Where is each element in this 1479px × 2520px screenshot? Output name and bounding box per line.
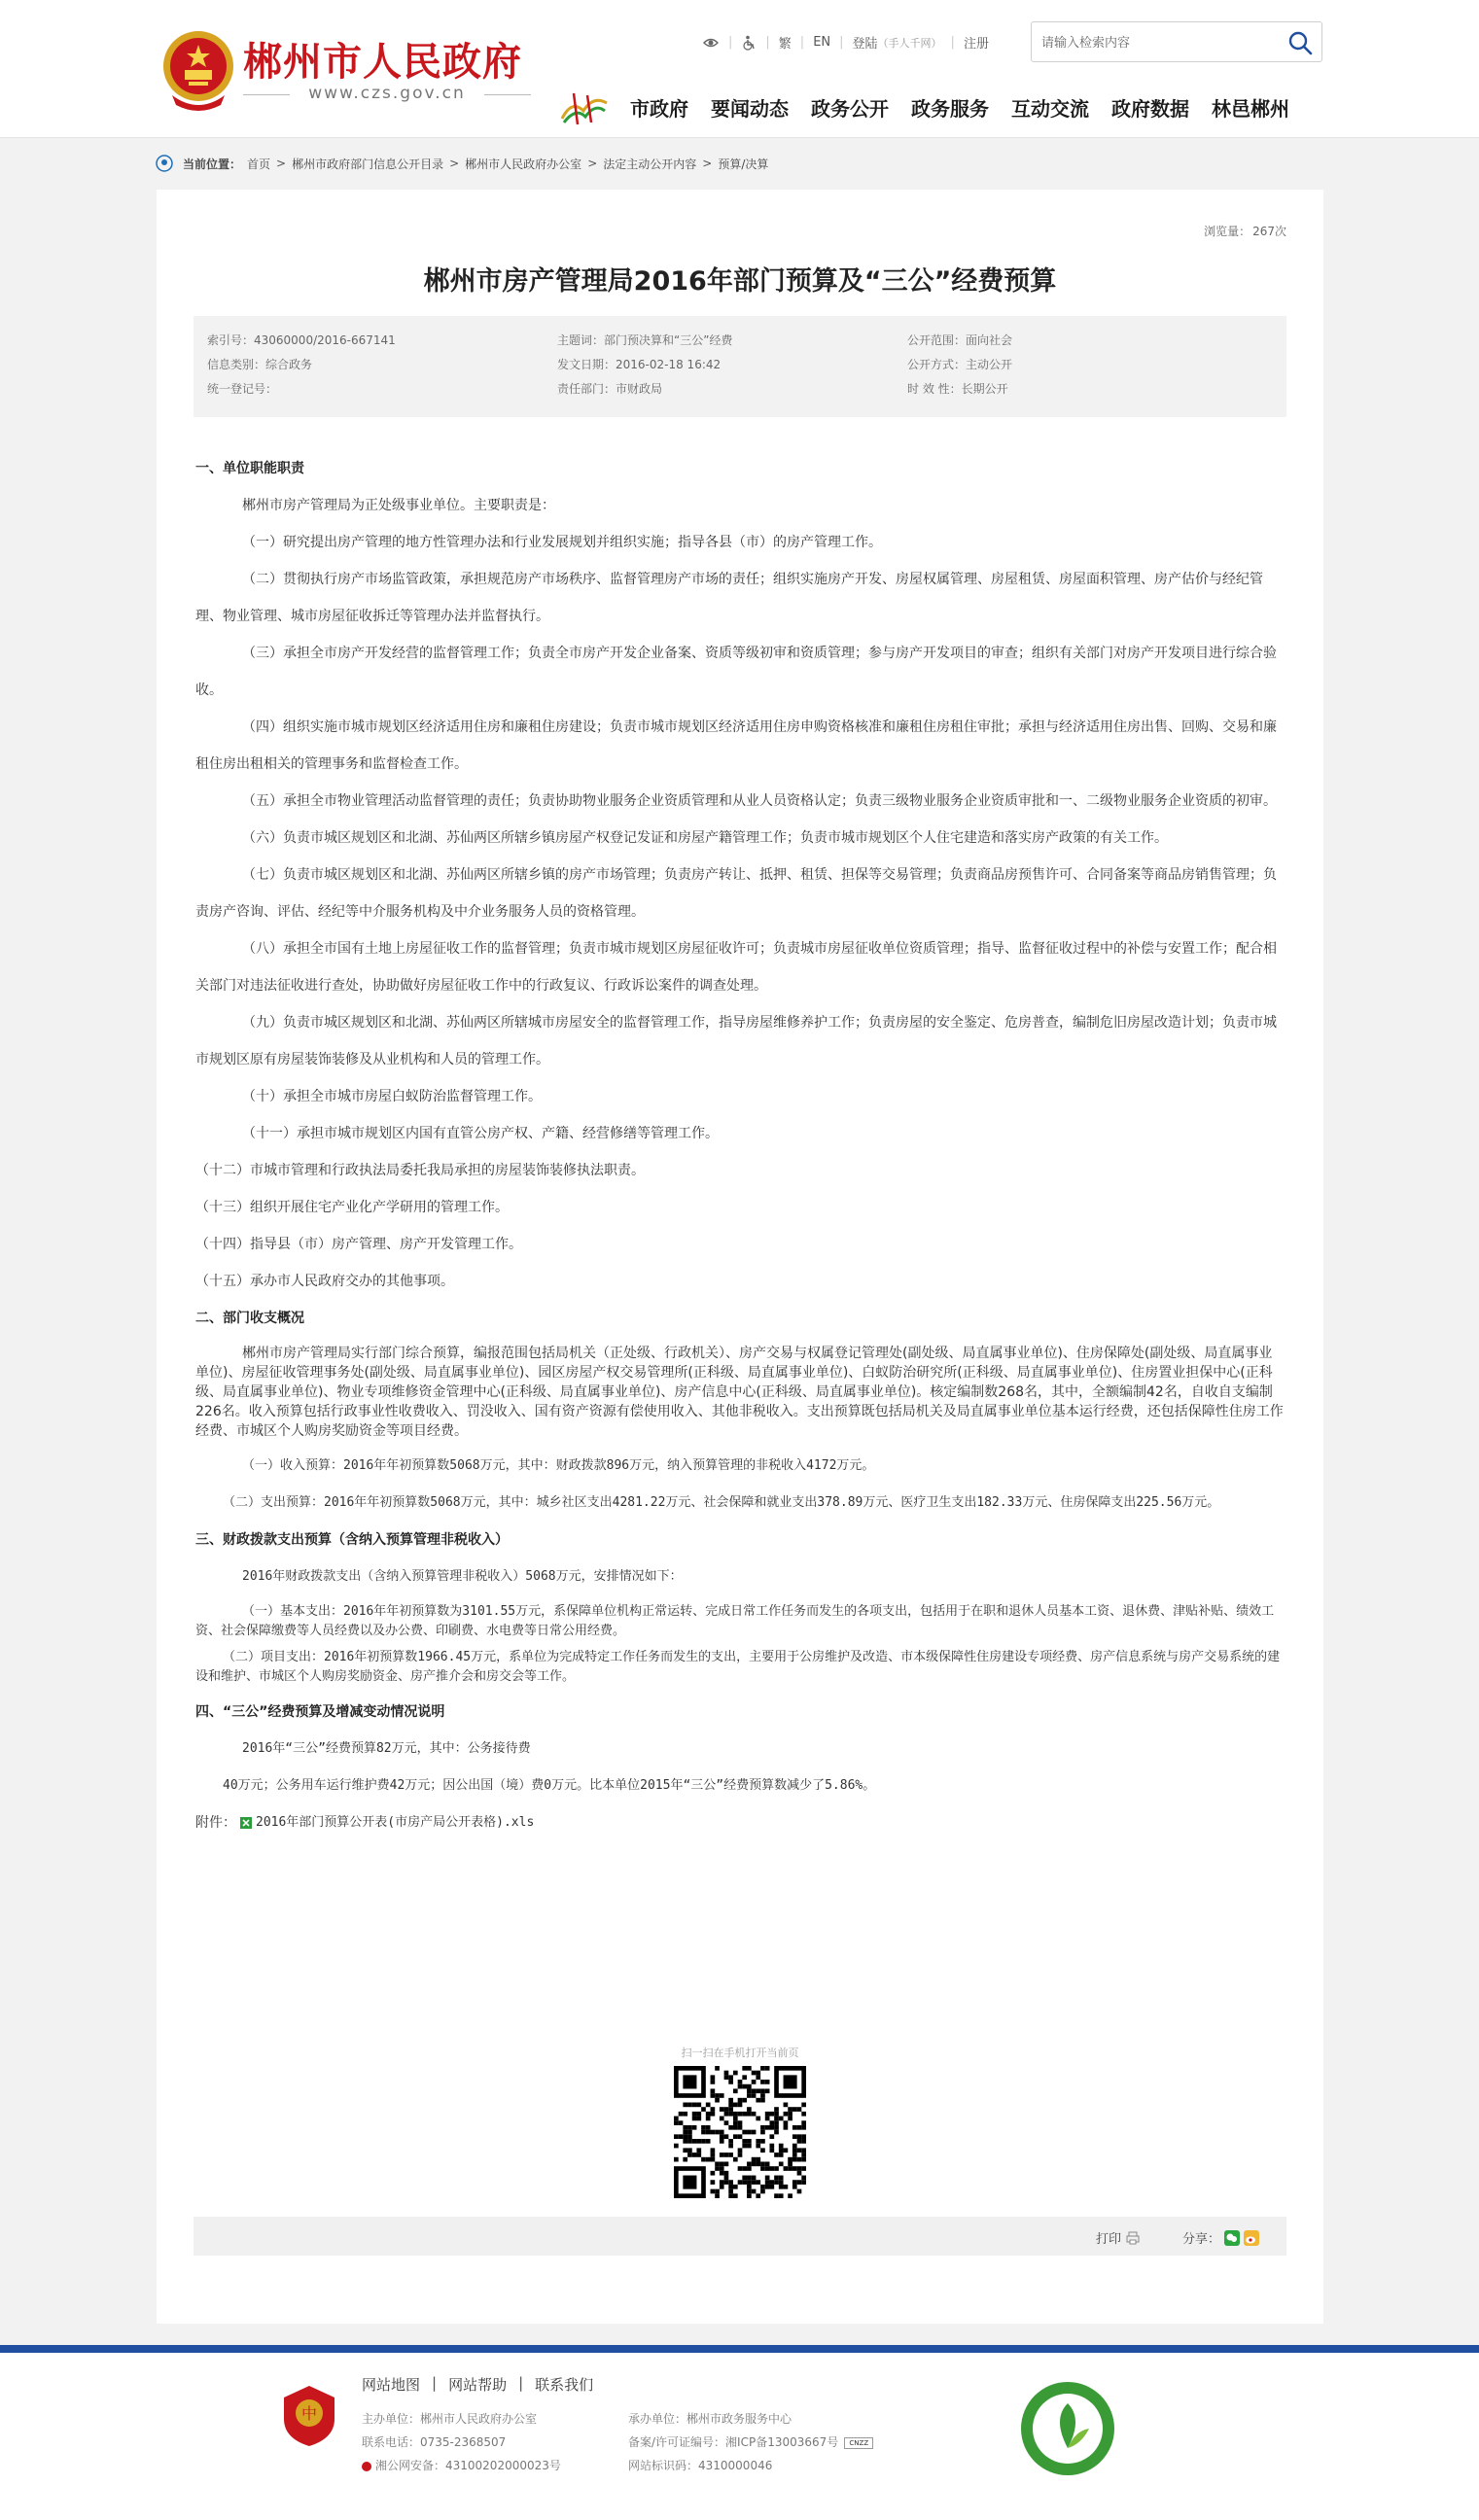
excel-file-icon <box>239 1816 253 1830</box>
article-paragraph: （六）负责市城区规划区和北湖、苏仙两区所辖乡镇房屋产权登记发证和房屋产籍管理工作；负责市城市规划区个人住宅建造和落实房产政策的有关工作。 <box>242 830 1168 846</box>
nav-item-public-affairs[interactable]: 政务公开 <box>811 97 889 121</box>
attachment-row <box>195 1804 1285 1841</box>
nav-item-data[interactable]: 政府数据 <box>1111 97 1189 121</box>
nav-item-interaction[interactable]: 互动交流 <box>1011 97 1089 121</box>
printer-icon <box>1125 2230 1141 2246</box>
article-body <box>195 450 1285 1841</box>
meta-subject: 主题词：部门预决算和“三公”经费 <box>557 333 733 347</box>
footer-icp[interactable]: 备案/许可证编号：湘ICP备13003667号 <box>628 2435 839 2449</box>
print-label: 打印 <box>1095 2232 1121 2247</box>
view-count-value: 267次 <box>1252 225 1286 238</box>
login-note: （手人千网） <box>877 36 942 50</box>
breadcrumb-label: 当前位置： <box>183 157 242 171</box>
breadcrumb-home[interactable]: 首页 <box>247 157 271 171</box>
nav-item-city-government[interactable]: 市政府 <box>630 97 688 121</box>
footer-link-sitemap[interactable]: 网站地图 <box>362 2376 421 2394</box>
article-paragraph: （十四）指导县（市）房产管理、房产开发管理工作。 <box>195 1237 522 1252</box>
article-paragraph: （二）项目支出：2016年初预算数1966.45万元，系单位为完成特定工作任务而发生的支出，主要用于公房维护及改造、市本级保障性住房建设专项经费、房产信息系统与房产交易系统的建设和维护、市城区个人购房奖励资金、房产推介会和房交会等工作。 <box>195 1650 1281 1684</box>
city-logo-icon <box>558 89 611 126</box>
article-paragraph: （一）收入预算：2016年年初预算数5068万元，其中：财政拨款896万元，纳入预算管理的非税收入4172万元。 <box>242 1458 875 1473</box>
wheelchair-icon[interactable] <box>741 35 757 51</box>
nav-item-services[interactable]: 政务服务 <box>911 97 989 121</box>
site-url: www.czs.gov.cn <box>243 84 531 103</box>
party-government-badge-icon <box>282 2384 336 2448</box>
civilization-city-logo-icon <box>1019 2380 1116 2477</box>
footer-police[interactable]: 湘公网安备：43100202000023号 <box>375 2459 561 2472</box>
meta-validity: 时 效 性：长期公开 <box>907 382 1008 396</box>
breadcrumb-mandatory[interactable]: 法定主动公开内容 <box>603 157 697 171</box>
article-paragraph: （五）承担全市物业管理活动监督管理的责任；负责协助物业服务企业资质管理和从业人员资格认定；负责三级物业服务企业资质审批和一、二级物业服务企业资质的初审。 <box>242 793 1277 809</box>
top-links: | | 繁 | EN | 登陆 （手人千网） | 注册 <box>702 33 989 52</box>
register-link[interactable]: 注册 <box>963 37 989 52</box>
article-paragraph: （二）支出预算：2016年年初预算数5068万元，其中：城乡社区支出4281.22万元、社会保障和就业支出378.89万元、医疗卫生支出182.33万元、住房保障支出225.56万元。 <box>223 1495 1220 1510</box>
location-pin-icon <box>156 155 173 172</box>
article-paragraph: 40万元；公务用车运行维护费42万元；因公出国（境）费0万元。比本单位2015年“三公”经费预算数减少了5.86%。 <box>223 1778 876 1793</box>
article-paragraph: （十）承担全市城市房屋白蚁防治监督管理工作。 <box>242 1089 542 1104</box>
article-paragraph: （十二）市城市管理和行政执法局委托我局承担的房屋装饰装修执法职责。 <box>195 1163 645 1178</box>
metadata-box <box>194 316 1286 417</box>
search-icon[interactable] <box>1286 29 1314 56</box>
traditional-chinese-link[interactable]: 繁 <box>778 37 792 52</box>
attachment-link[interactable]: 2016年部门预算公开表(市房产局公开表格).xls <box>256 1815 535 1830</box>
attachment-label: 附件： <box>195 1815 236 1831</box>
breadcrumb-budget[interactable]: 预算/决算 <box>718 157 769 171</box>
view-count: 浏览量： 267次 <box>1204 225 1286 238</box>
wechat-icon[interactable] <box>1224 2230 1240 2246</box>
breadcrumb: 当前位置： 首页 > 郴州市政府部门信息公开目录 > 郴州市人民政府办公室 > 法定主动公开内容 > 预算/决算 <box>156 155 768 172</box>
footer-link-contact[interactable]: 联系我们 <box>535 2376 594 2394</box>
nav-item-linyi-chenzhou[interactable]: 林邑郴州 <box>1212 97 1289 121</box>
meta-index-no: 索引号：43060000/2016-667141 <box>207 333 396 347</box>
site-footer <box>0 2353 1479 2520</box>
article-paragraph: （七）负责市城区规划区和北湖、苏仙两区所辖乡镇的房产市场管理；负责房产转让、抵押、租赁、担保等交易管理；负责商品房预售许可、合同备案等商品房销售管理；负责房产咨询、评估、经纪等中介服务机构及中介业务服务人员的资格管理。 <box>195 867 1277 920</box>
footer-divider <box>0 2345 1479 2353</box>
article-paragraph: （一）基本支出：2016年年初预算数为3101.55万元，系保障单位机构正常运转、完成日常工作任务而发生的各项支出，包括用于在职和退休人员基本工资、退休费、津贴补贴、绩效工资、社会保障缴费等人员经费以及办公费、印刷费、水电费等日常公用经费。 <box>195 1604 1275 1638</box>
main-nav <box>630 93 1289 122</box>
meta-date: 发文日期：2016-02-18 16:42 <box>557 358 722 371</box>
article-paragraph: （十五）承办市人民政府交办的其他事项。 <box>195 1274 454 1289</box>
meta-method: 公开方式：主动公开 <box>907 358 1013 371</box>
meta-category: 信息类别：综合政务 <box>207 358 313 371</box>
nav-item-news[interactable]: 要闻动态 <box>711 97 789 121</box>
article-paragraph: 2016年财政拨款支出（含纳入预算管理非税收入）5068万元，安排情况如下： <box>242 1569 683 1584</box>
section-heading: 二、部门收支概况 <box>195 1311 304 1326</box>
section-heading: 三、财政拨款支出预算（含纳入预算管理非税收入） <box>195 1532 509 1548</box>
article-paragraph: （一）研究提出房产管理的地方性管理办法和行业发展规划并组织实施；指导各县（市）的房产管理工作。 <box>242 535 882 550</box>
print-button[interactable] <box>1096 2228 1141 2247</box>
meta-code: 统一登记号： <box>207 382 278 396</box>
site-name[interactable]: 郴州市人民政府 <box>243 40 522 85</box>
search-input[interactable] <box>1041 32 1275 53</box>
article-paragraph: （十三）组织开展住宅产业化产学研用的管理工作。 <box>195 1200 509 1215</box>
article-paragraph: （二）贯彻执行房产市场监管政策，承担规范房产市场秩序、监督管理房产市场的责任；组织实施房产开发、房屋权属管理、房屋租赁、房屋面积管理、房产估价与经纪管理、物业管理、城市房屋征收拆迁等管理办法并监督执行。 <box>195 572 1263 624</box>
svg-text:中: 中 <box>300 2404 318 2423</box>
article-paragraph: 2016年“三公”经费预算82万元，其中：公务接待费 <box>242 1741 531 1756</box>
article-title: 郴州市房产管理局2016年部门预算及“三公”经费预算 <box>423 266 1057 297</box>
site-header <box>0 0 1479 138</box>
share-label: 分享： <box>1181 2232 1220 2247</box>
search-box <box>1031 21 1322 62</box>
footer-host: 主办单位：郴州市人民政府办公室 <box>362 2412 538 2426</box>
accessibility-icon[interactable] <box>702 35 720 51</box>
article-paragraph: 郴州市房产管理局实行部门综合预算，编报范围包括局机关（正处级、行政机关）、房产交易与权属登记管理处(副处级、局直属事业单位)、住房保障处(副处级、局直属事业单位)、房屋征收管理事务处(副处级、局直属事业单位)、园区房屋产权交易管理所(正科级、局直属事业单位)、白蚁防治研究所(正科级、局直属事业单位)、住房置业担保中心(正科级、局直属事业单位)、物业专项维修资金管理中心(正科级、局直属事业单位)、房产信息中心(正科级、局直属事业单位)。核定编制数268名，其中，全额编制42名，自收自支编制226名。收入预算包括行政事业性收费收入、罚没收入、国有资产资源有偿使用收入、其他非税收入。支出预算既包括局机关及局直属事业单位基本运行经费，还包括保障性住房工作经费、市城区个人购房奖励资金等项目经费。 <box>195 1346 1284 1439</box>
login-link[interactable]: 登陆 <box>852 37 878 52</box>
english-link[interactable]: EN <box>813 35 831 50</box>
meta-dept: 责任部门：市财政局 <box>557 382 663 396</box>
article-container <box>157 190 1323 2324</box>
police-badge-icon <box>362 2462 371 2471</box>
article-tools-bar <box>194 2217 1286 2256</box>
article-paragraph: （三）承担全市房产开发经营的监督管理工作；负责全市房产开发企业备案、资质等级初审和资质管理；参与房产开发项目的审查；组织有关部门对房产开发项目进行综合验收。 <box>195 646 1277 698</box>
footer-site-code: 网站标识码：4310000046 <box>628 2459 773 2472</box>
section-heading: 一、单位职能职责 <box>195 461 304 476</box>
article-paragraph: （九）负责市城区规划区和北湖、苏仙两区所辖城市房屋安全的监督管理工作，指导房屋维修养护工作；负责房屋的安全鉴定、危房普查，编制危旧房屋改造计划；负责市城市规划区原有房屋装饰装修及从业机构和人员的管理工作。 <box>195 1015 1277 1068</box>
footer-link-help[interactable]: 网站帮助 <box>448 2376 508 2394</box>
qr-tip: 扫一扫在手机打开当前页 <box>681 2047 799 2059</box>
footer-organizer: 承办单位：郴州市政务服务中心 <box>628 2412 792 2426</box>
section-heading: 四、“三公”经费预算及增减变动情况说明 <box>195 1704 445 1720</box>
article-paragraph: （十一）承担市城市规划区内国有直管公房产权、产籍、经营修缮等管理工作。 <box>242 1126 719 1141</box>
qr-code <box>674 2066 806 2198</box>
footer-info <box>362 2407 873 2477</box>
meta-scope: 公开范围：面向社会 <box>907 333 1013 347</box>
footer-links: 网站地图 | 网站帮助 | 联系我们 <box>362 2374 594 2394</box>
breadcrumb-office[interactable]: 郴州市人民政府办公室 <box>465 157 582 171</box>
weibo-icon[interactable] <box>1244 2230 1259 2246</box>
national-emblem-logo <box>160 27 236 111</box>
article-paragraph: （八）承担全市国有土地上房屋征收工作的监督管理；负责市城市规划区房屋征收许可；负责城市房屋征收单位资质管理；指导、监督征收过程中的补偿与安置工作；配合相关部门对违法征收进行查处，协助做好房屋征收工作中的行政复议、行政诉讼案件的调查处理。 <box>195 941 1277 994</box>
share-area <box>1182 2228 1259 2247</box>
footer-phone: 联系电话：0735-2368507 <box>362 2435 507 2449</box>
breadcrumb-catalog[interactable]: 郴州市政府部门信息公开目录 <box>292 157 444 171</box>
article-paragraph: （四）组织实施市城市规划区经济适用住房和廉租住房建设；负责市城市规划区经济适用住房申购资格核准和廉租住房租住审批；承担与经济适用住房出售、回购、交易和廉租住房出租相关的管理事务和监督检查工作。 <box>195 719 1277 772</box>
cnzz-badge[interactable]: CNZZ <box>844 2437 873 2449</box>
article-paragraph: 郴州市房产管理局为正处级事业单位。主要职责是： <box>242 498 555 513</box>
